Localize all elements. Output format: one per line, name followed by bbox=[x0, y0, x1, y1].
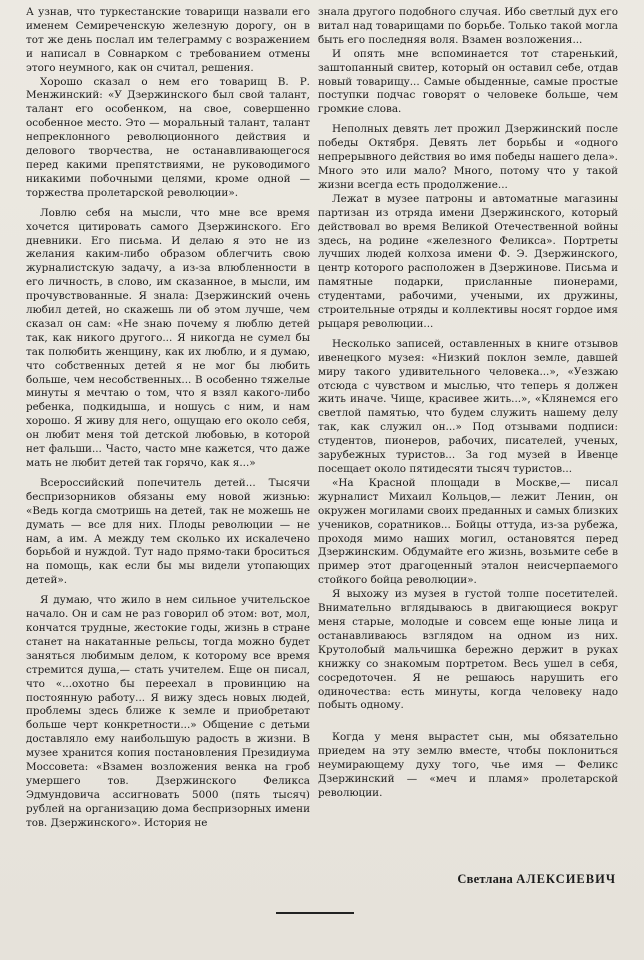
paragraph: Лежат в музее патроны и автоматные магазины партизан из отряда имени Дзержинского, который действовал во время Великой Отечественной войны здесь, на родине «железного Феликса». Портреты лучших людей колхоза имени Ф. Э. Дзержинского, центр которого расположен в Дзержинове. Письма и памятные подарки, присланные пионерами, студентами, рабочими, учеными, их дружины, строительные отряды и коллективы носят гордое имя рыцаря революции... bbox=[318, 192, 618, 330]
paragraph: Хорошо сказал о нем его товарищ В. Р. Менжинский: «У Дзержинского был свой талант, талант его особенком, на свое, совершенно особенное место. Это — моральный талант, талант непреклонного революционного действия и делового творчества, не останавливающегося перед какими препятствиями, не руководимого никакими побочными целями, кроме одной — торжества пролетарской революции». bbox=[26, 75, 310, 199]
right-column bbox=[318, 6, 618, 801]
author-first-name: Светлана bbox=[457, 872, 513, 886]
paragraph: Неполных девять лет прожил Дзержинский после победы Октября. Девять лет борьбы и «одного непрерывного действия во имя победы нашего дела». Много это или мало? Много, потому что у такой жизни всегда есть продолжение... bbox=[318, 123, 618, 191]
paragraph: Я выхожу из музея в густой толпе посетителей. Внимательно вглядываюсь в двигающиеся вокруг меня старые, молодые и совсем еще юные лица и останавливаюсь взглядом на одном из них. Крутолобый мальчишка бережно держит в руках книжку со знакомым портретом. Весь ушел в себя, сосредоточен. Я не решаюсь нарушить его одиночества: есть минуты, когда человеку надо побыть одному. bbox=[318, 588, 618, 712]
paragraph: Несколько записей, оставленных в книге отзывов ивенецкого музея: «Низкий поклон земле, давшей миру такого удивительного человека...», «Уезжаю отсюда с чувством и мыслью, что теперь я должен жить иначе. Чище, красивее жить...», «Клянемся его светлой памятью, что будем служить нашему делу так, как служил он...» Под отзывами подписи: студентов, пионеров, рабочих, писателей, ученых, зарубежных туристов... За год музей в Ивенце посещает около пятидесяти тысяч туристов... bbox=[318, 337, 618, 475]
paragraph: Я думаю, что жило в нем сильное учительское начало. Он и сам не раз говорил об этом: вот, мол, кончатся трудные, жестокие годы, жизнь в стране станет на накатанные рельсы, тогда можно будет заняться любимым делом, к которому все время стремится душа,— стать учителем. Еще он писал, что «...охотно бы переехал в провинцию на постоянную работу... Я вижу здесь новых людей, проблемы здесь ближе к земле и приобретают больше черт конкретности...» Общение с детьми доставляло ему наибольшую радость в жизни. В музее хранится копия постановления Президиума Моссовета: «Взамен возложения венка на гроб умершего тов. Дзержинского Феликса Эдмундовича ассигновать 5000 (пять тысяч) рублей на организацию дома беспризорных имени тов. Дзержинского». История не bbox=[26, 594, 310, 829]
paragraph: Всероссийский попечитель детей... Тысячи беспризорников обязаны ему новой жизнью: «Ведь когда смотришь на детей, так не можешь не думать — все для них. Плоды революции — не нам, а им. А между тем сколько их искалечено борьбой и нуждой. Тут надо прямо-таки броситься на помощь, как если бы мы видели утопающих детей». bbox=[26, 476, 310, 587]
paragraph: «На Красной площади в Москве,— писал журналист Михаил Кольцов,— лежит Ленин, он окружен могилами своих преданных и самых близких учеников, соратников... Бойцы оттуда, из-за рубежа, проходя мимо наших могил, остановятся перед Дзержинским. Обдумайте его жизнь, возьмите себе в пример этот драгоценный эталон неисчерпаемого стойкого бойца революции». bbox=[318, 476, 618, 587]
end-rule bbox=[276, 912, 354, 914]
left-column bbox=[26, 6, 310, 831]
closing-paragraph: Когда у меня вырастет сын, мы обязательно приедем на эту землю вместе, чтобы поклониться неумирающему духу того, чье имя — Феликс Дзержинский — «меч и пламя» пролетарской революции. bbox=[318, 731, 618, 799]
paragraph: знала другого подобного случая. Ибо светлый дух его витал над товарищами по борьбе. Только такой могла быть его последняя воля. Взамен возложения... bbox=[318, 6, 618, 46]
paragraph: Ловлю себя на мысли, что мне все время хочется цитировать самого Дзержинского. Его дневники. Его письма. И делаю я это не из желания каким-либо образом облегчить свою журналистскую задачу, а из-за влюбленности в его личность, в слово, им сказанное, в мысли, им прочувствованные. Я знала: Дзержинский очень любил детей, но скажешь ли об этом лучше, чем сказал он сам: «Не знаю почему я люблю детей так, как никого другого... Я никогда не сумел бы так полюбить женщину, как их люблю, и я думаю, что собственных детей я не мог бы любить больше, чем несобственных... В особенно тяжелые минуты я мечтаю о том, что я взял какого-либо ребенка, подкидыша, и ношусь с ним, и нам хорошо. Я живу для него, ощущаю его около себя, он любит меня той детской любовью, в которой нет фальши... Часто, часто мне кажется, что даже мать не любит детей так горячо, как я...» bbox=[26, 206, 310, 469]
paragraph: А узнав, что туркестанские товарищи назвали его именем Семиреченскую железную дорогу, он в тот же день послал им телеграмму с возражением и написал в Совнарком с требованием отмены этого неумного, как он считал, решения. bbox=[26, 6, 310, 74]
paragraph: И опять мне вспоминается тот старенький, заштопанный свитер, который он оставил себе, отдав новый товарищу... Самые обыденные, самые простые поступки подчас говорят о человеке больше, чем громкие слова. bbox=[318, 47, 618, 116]
author-signature bbox=[420, 872, 616, 887]
author-last-name: АЛЕКСИЕВИЧ bbox=[516, 872, 616, 886]
